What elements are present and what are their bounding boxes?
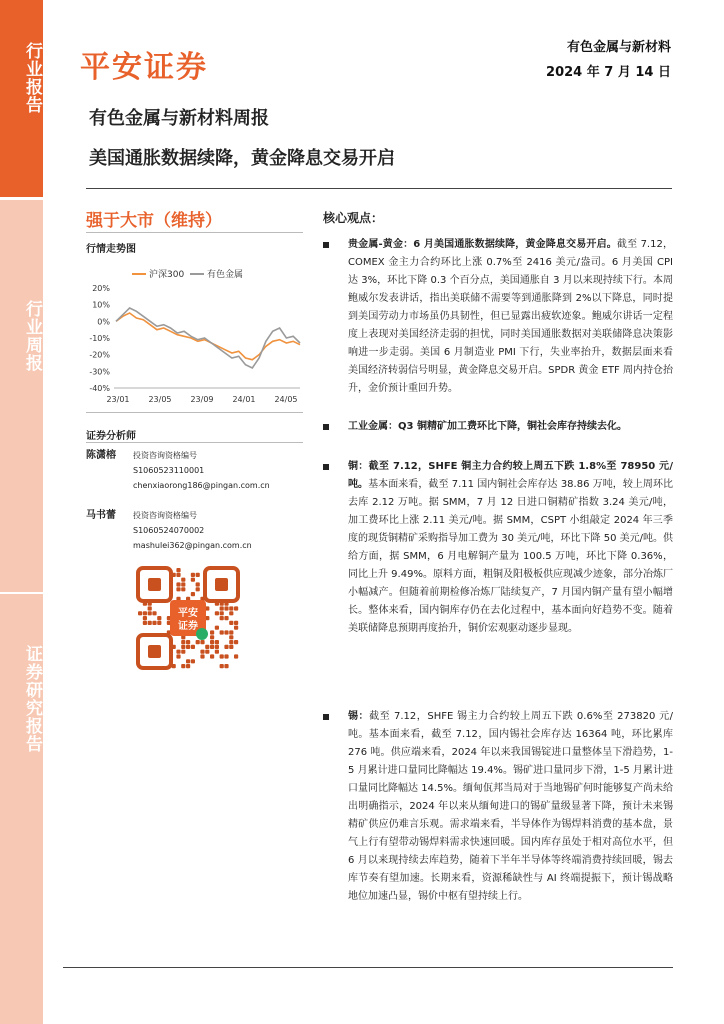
- y-tick-label: -10%: [89, 334, 110, 343]
- x-tick-label: 24/05: [274, 395, 298, 404]
- qr-module: [152, 621, 156, 625]
- qr-module: [176, 650, 180, 654]
- x-tick-label: 23/05: [148, 395, 172, 404]
- analysts-title: 证券分析师: [86, 431, 136, 442]
- bullet-heading: 工业金属：Q3 铜精矿加工费环比下降，铜社会库存持续去化。: [348, 421, 627, 432]
- qr-module: [191, 645, 195, 649]
- bullet-square-icon: [323, 464, 329, 470]
- y-tick-label: 20%: [92, 284, 110, 293]
- qr-module: [229, 621, 233, 625]
- qr-module: [143, 621, 147, 625]
- analyst-name: 马书蕾: [86, 510, 116, 521]
- series-line: [116, 308, 300, 368]
- bullet-copper: [323, 458, 673, 638]
- header-divider: [86, 188, 672, 189]
- qr-module: [186, 659, 190, 663]
- chart-series: [116, 308, 300, 368]
- side-banner-bottom: [0, 594, 43, 1024]
- analyst-cert-number: S1060524070002: [133, 526, 205, 535]
- qr-module: [181, 645, 185, 649]
- analyst-email[interactable]: mashulei362@pingan.com.cn: [133, 541, 252, 550]
- qr-module: [148, 606, 152, 610]
- x-tick-label: 23/09: [190, 395, 214, 404]
- qr-module: [205, 645, 209, 649]
- qr-module: [181, 664, 185, 668]
- qr-module: [143, 616, 147, 620]
- qr-logo-text-top: 平安: [178, 608, 198, 619]
- bullet-heading: 铜：截至 7.12，SHFE 铜主力合约较上周五下跌 1.8%至 78950 元/吨。: [348, 461, 673, 490]
- qr-module: [224, 606, 228, 610]
- qr-module: [220, 616, 224, 620]
- qr-module: [224, 630, 228, 634]
- qr-module: [224, 645, 228, 649]
- analyst-name: 陈潇榕: [86, 450, 116, 461]
- qr-module: [196, 640, 200, 644]
- qr-module: [234, 654, 238, 658]
- qr-module: [176, 568, 180, 572]
- bullet-heading: 锡：: [348, 711, 370, 722]
- side-label-securities-research: 证券研究报告: [22, 645, 42, 753]
- qr-module: [181, 640, 185, 644]
- qr-module: [234, 626, 238, 630]
- side-label-industry-report: 行业报告: [22, 42, 42, 114]
- y-tick-label: -30%: [89, 367, 110, 377]
- qr-module: [234, 640, 238, 644]
- qr-module: [210, 635, 214, 639]
- chart-legend: [132, 268, 243, 280]
- footer-divider: [63, 967, 673, 968]
- qr-module: [210, 645, 214, 649]
- bullet-gold: [323, 236, 673, 398]
- wechat-icon: [196, 628, 208, 640]
- analyst-cert-number: S1060523110001: [133, 466, 205, 475]
- analysts-divider: [86, 442, 303, 443]
- legend-label: 沪深300: [149, 270, 185, 280]
- qr-module: [181, 650, 185, 654]
- qr-module: [148, 621, 152, 625]
- qr-module: [229, 640, 233, 644]
- qr-finder-center: [215, 578, 228, 591]
- series-line: [116, 313, 300, 360]
- qr-module: [148, 611, 152, 615]
- bullet-heading: 贵金属-黄金：6 月美国通胀数据续降，黄金降息交易开启。: [348, 239, 617, 250]
- qr-module: [152, 611, 156, 615]
- qr-module: [196, 587, 200, 591]
- bullet-tin: [323, 708, 673, 906]
- rating: 强于大市（维持）: [86, 211, 222, 231]
- qr-module: [234, 606, 238, 610]
- qr-module: [234, 621, 238, 625]
- rating-divider: [86, 232, 303, 233]
- qr-module: [215, 650, 219, 654]
- qr-module: [220, 664, 224, 668]
- bullet-square-icon: [323, 714, 329, 720]
- qr-module: [200, 654, 204, 658]
- side-banner: [0, 0, 43, 1024]
- report-title: 有色金属与新材料周报: [89, 108, 269, 129]
- bullet-industrial-metals: [323, 418, 673, 436]
- analyst-cert-label: 投资咨询资格编号: [133, 511, 197, 520]
- side-banner-middle: [0, 200, 43, 592]
- analyst-cert-label: 投资咨询资格编号: [133, 451, 197, 460]
- qr-module: [176, 654, 180, 658]
- qr-module: [220, 630, 224, 634]
- qr-module: [191, 659, 195, 663]
- y-tick-label: 10%: [92, 300, 110, 310]
- qr-code[interactable]: [136, 566, 240, 670]
- qr-module: [220, 606, 224, 610]
- qr-module: [229, 635, 233, 639]
- x-tick-label: 23/01: [106, 395, 130, 404]
- qr-module: [215, 626, 219, 630]
- qr-module: [186, 664, 190, 668]
- qr-module: [215, 640, 219, 644]
- x-tick-label: 24/01: [232, 395, 256, 404]
- qr-module: [210, 630, 214, 634]
- qr-module: [157, 616, 161, 620]
- bullet-square-icon: [323, 242, 329, 248]
- y-tick-label: -20%: [89, 350, 110, 360]
- report-subtitle: 美国通胀数据续降，黄金降息交易开启: [89, 148, 395, 169]
- header-date: 2024 年 7 月 14 日: [546, 65, 671, 80]
- side-banner-top: [0, 0, 43, 197]
- qr-module: [186, 645, 190, 649]
- y-tick-label: -40%: [89, 384, 110, 393]
- chart-y-axis: [89, 284, 110, 393]
- qr-module: [200, 650, 204, 654]
- qr-module: [215, 645, 219, 649]
- qr-module: [200, 640, 204, 644]
- analyst-email[interactable]: chenxiaorong186@pingan.com.cn: [133, 481, 270, 490]
- qr-module: [210, 654, 214, 658]
- qr-module: [210, 640, 214, 644]
- qr-module: [224, 654, 228, 658]
- qr-module: [205, 650, 209, 654]
- qr-module: [191, 592, 195, 596]
- chart-x-axis: [106, 388, 300, 404]
- side-label-weekly: 行业周报: [22, 300, 42, 372]
- y-tick-label: 0%: [97, 317, 110, 327]
- market-trend-chart: [86, 262, 303, 412]
- qr-module: [138, 611, 142, 615]
- qr-logo-text-bottom: 证券: [178, 621, 198, 632]
- qr-module: [176, 582, 180, 586]
- qr-module: [181, 582, 185, 586]
- bullet-body: 截至 7.12，SHFE 锡主力合约较上周五下跌 0.6%至 273820 元/吨。基本面来看，截至 7.12，国内锡社会库存达 16364 吨，环比累库 276 吨。供应端来看，2024 年以来我国锡锭进口量整体呈下滑趋势，1-5 月累计进口量同比降幅达 19.4%。锡矿进口量同步下滑，1-5 月累计进口量同比降幅达 14.5%。缅甸佤邦当局对于当地锡矿何时能够复产尚未给出明确指示，2024 年以来从缅甸进口的锡矿量级显著下降，预计未来锡精矿供应仍难言乐观。需求端来看，半导体作为锡焊料消费的基本盘，景气上行有望带动锡焊料需求快速回暖。国内库存虽处于相对高位水平，但 6 月以来现持续去库趋势，随着下半年半导体等终端消费持续回暖，锡去库节奏有望加速。长期来看，资源稀缺性与 AI 终端提振下，预计锡战略地位加速凸显，锡价中枢有望持续上行。: [348, 711, 674, 902]
- qr-module: [229, 606, 233, 610]
- company-logo: 平安证券: [80, 50, 208, 85]
- qr-module: [229, 630, 233, 634]
- qr-module: [224, 664, 228, 668]
- qr-module: [229, 645, 233, 649]
- bullet-body: 基本面来看，截至 7.11 国内铜社会库存达 38.86 万吨，较上周环比去库 2.12 万吨。据 SMM，7 月 12 日进口铜精矿指数 3.24 美元/吨，加工费环比上涨 2.11 美元/吨。据 SMM，CSPT 小组敲定 2024 年三季度的现货铜精矿采购指导加工费为 30 美元/吨，环比下降 50 美元/吨。供给方面，据 SMM，6 月电解铜产量为 100.5 万吨，环比下降 0.36%，同比上升 9.49%。原料方面，粗铜及阳极板供应现减少迹象，部分冶炼厂小幅减产。但随着前期检修冶炼厂陆续复产，7 月国内铜产量有望小幅增长。整体来看，国内铜库存仍在去化过程中，基本面向好趋势不变。随着美联储降息预期再度抬升，铜价宏观驱动逐步显现。: [348, 479, 674, 634]
- qr-module: [191, 573, 195, 577]
- qr-module: [196, 582, 200, 586]
- qr-module: [181, 578, 185, 582]
- qr-finder-center: [148, 578, 161, 591]
- qr-module: [191, 578, 195, 582]
- qr-module: [157, 621, 161, 625]
- qr-module: [229, 611, 233, 615]
- qr-module: [186, 640, 190, 644]
- qr-module: [181, 587, 185, 591]
- qr-finder-center: [148, 645, 161, 658]
- core-views-title: 核心观点：: [323, 211, 384, 225]
- qr-module: [176, 587, 180, 591]
- qr-module: [215, 611, 219, 615]
- qr-module: [196, 573, 200, 577]
- bullet-square-icon: [323, 424, 329, 430]
- qr-module: [176, 573, 180, 577]
- legend-label: 有色金属: [207, 270, 244, 280]
- chart-divider: [86, 412, 303, 413]
- header-category: 有色金属与新材料: [566, 40, 671, 55]
- qr-module: [224, 616, 228, 620]
- qr-module: [220, 611, 224, 615]
- qr-module: [220, 654, 224, 658]
- qr-module: [143, 611, 147, 615]
- chart-title: 行情走势图: [86, 244, 136, 255]
- bullet-body: 截至 7.12，COMEX 金主力合约环比上涨 0.7%至 2416 美元/盎司。6 月美国 CPI 达 3%，环比下降 0.3 个百分点，美国通胀自 3 月以来现持续下行。本周鲍威尔发表讲话，指出美联储不需要等到通胀降到 2%以下降息，同时提到美国劳动力市场虽仍具韧性，但已显露出疲软迹象。鲍威尔讲话一定程度上表现对美国经济走弱的担忧，同时美国通胀数据对美联储降息决策影响进一步走弱。美国 6 月制造业 PMI 下行，失业率抬升，数据层面来看美国经济转弱信号明显，黄金降息交易开启。SPDR 黄金 ETF 周内持仓抬升，金价预计重回升势。: [348, 239, 673, 394]
